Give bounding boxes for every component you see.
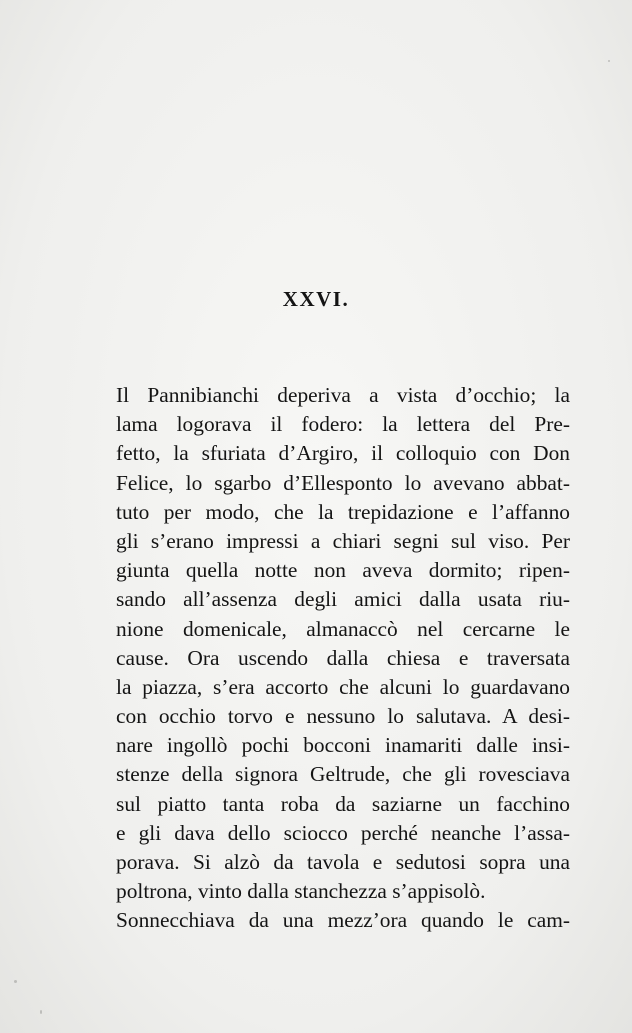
text-line: cause. Ora uscendo dalla chiesa e traversata xyxy=(116,645,570,670)
text-line: fetto, la sfuriata d’Argiro, il colloquio con Don xyxy=(116,441,570,466)
text-line: poltrona, vinto dalla stanchezza s’appisolò. xyxy=(116,879,486,904)
body-text xyxy=(116,381,570,936)
text-line: stenze della signora Geltrude, che gli rovesciava xyxy=(116,762,570,787)
text-line: Sonnecchiava da una mezz’ora quando le cam- xyxy=(116,908,570,933)
text-line: gli s’erano impressi a chiari segni sul viso. Per xyxy=(116,528,570,553)
text-line: con occhio torvo e nessuno lo salutava. A desi- xyxy=(116,704,570,729)
text-line: nare ingollò pochi bocconi inamariti dalle insi- xyxy=(116,733,570,758)
text-line: tuto per modo, che la trepidazione e l’affanno xyxy=(116,499,570,524)
text-line: lama logorava il fodero: la lettera del Pre- xyxy=(116,412,570,437)
text-line: porava. Si alzò da tavola e sedutosi sopra una xyxy=(116,850,570,874)
paper-speck xyxy=(40,1010,42,1014)
paper-speck xyxy=(14,980,17,983)
text-line: Il Pannibianchi deperiva a vista d’occhio; la xyxy=(116,383,570,407)
paper-speck xyxy=(608,60,610,62)
chapter-heading: XXVI. xyxy=(282,287,350,311)
text-line: nione domenicale, almanaccò nel cercarne le xyxy=(116,616,570,641)
text-line: Felice, lo sgarbo d’Ellesponto lo avevano abbat- xyxy=(116,470,570,495)
text-line: giunta quella notte non aveva dormito; ripen- xyxy=(116,558,570,583)
text-line: e gli dava dello sciocco perché neanche l’assa- xyxy=(116,820,570,845)
text-line: sul piatto tanta roba da saziarne un facchino xyxy=(116,791,570,816)
text-line: la piazza, s’era accorto che alcuni lo guardavano xyxy=(116,674,570,699)
text-line: sando all’assenza degli amici dalla usata riu- xyxy=(116,587,570,612)
